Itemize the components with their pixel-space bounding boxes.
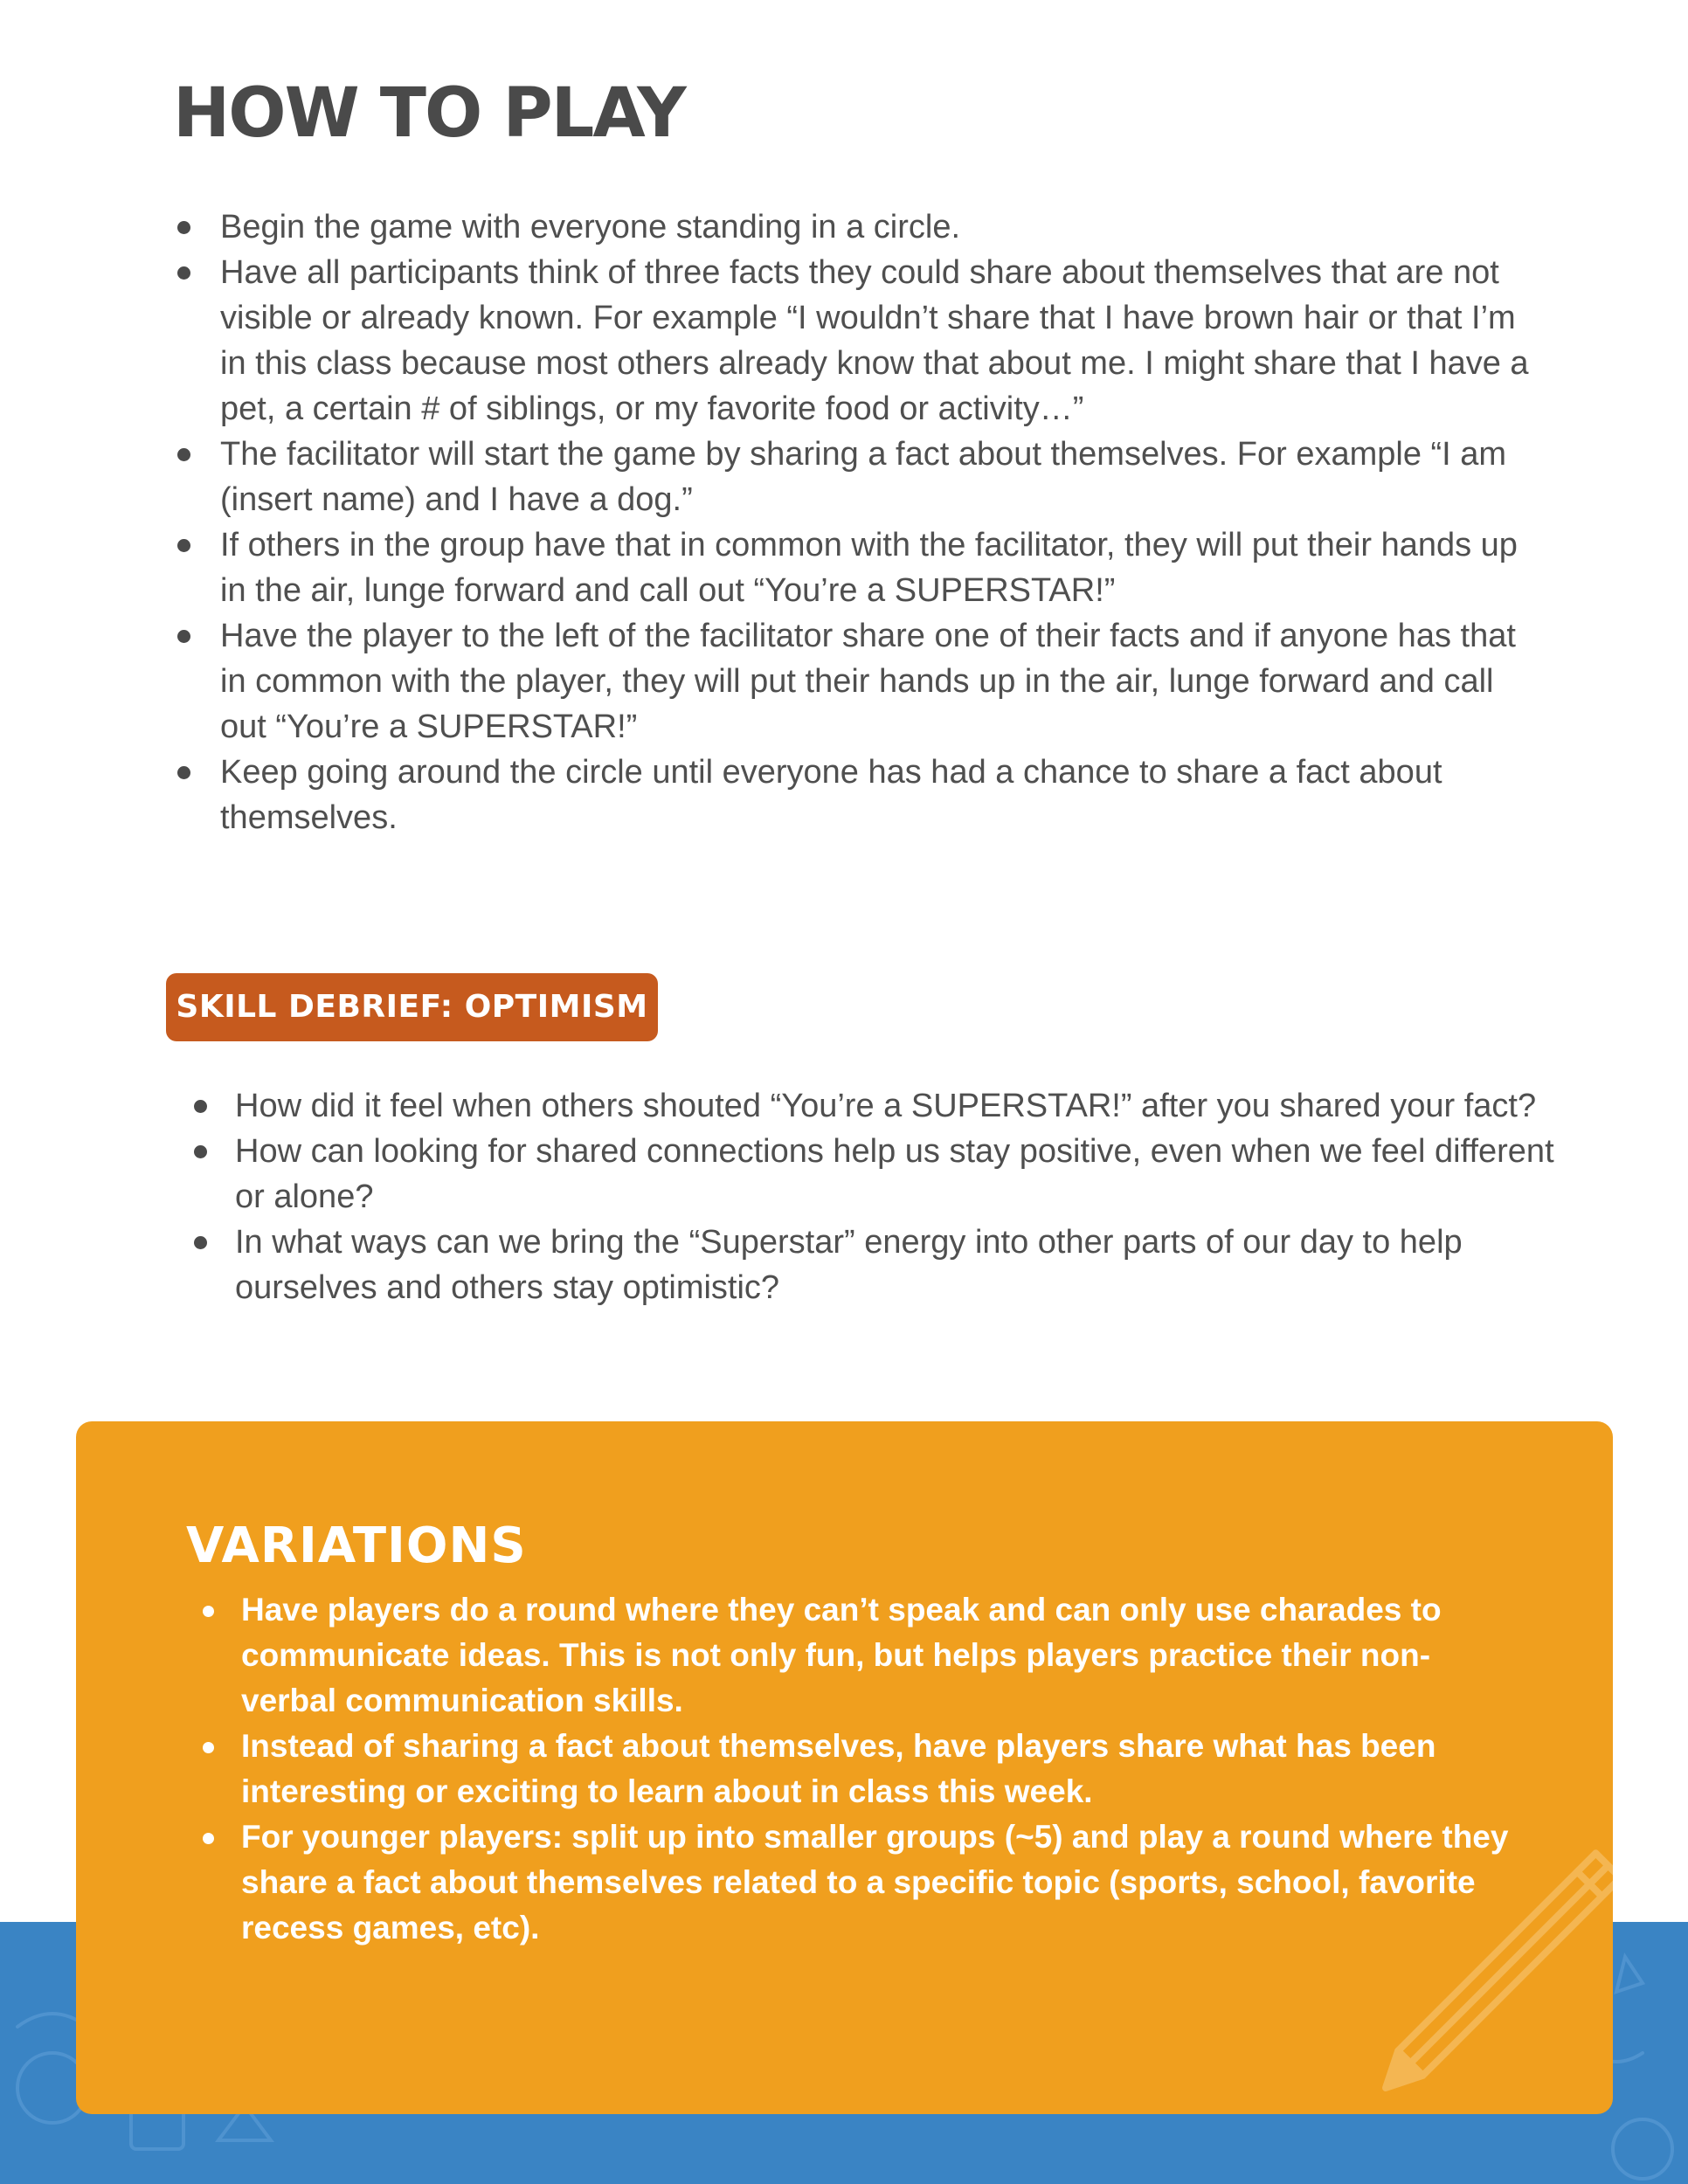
pencil-icon: [1351, 1835, 1613, 2114]
bullet-icon: [177, 539, 190, 552]
skill-debrief-badge: SKILL DEBRIEF: OPTIMISM: [166, 973, 658, 1041]
debrief-questions-list: [194, 1083, 1557, 1310]
variation-text: Instead of sharing a fact about themselves, have players share what has been interesting or exciting to learn about in class this week.: [241, 1728, 1436, 1809]
list-item: [203, 1724, 1513, 1814]
how-to-play-list: [177, 204, 1540, 840]
bullet-icon: [194, 1100, 207, 1113]
bullet-icon: [203, 1742, 214, 1753]
variation-text: For younger players: split up into smaller groups (~5) and play a round where they share a fact about themselves related to a specific topic (sports, school, favorite recess games, etc).: [241, 1819, 1509, 1946]
bullet-icon: [177, 448, 190, 461]
list-item: [177, 750, 1540, 840]
list-item: [203, 1814, 1513, 1951]
step-text: Keep going around the circle until everyone has had a chance to share a fact about themselves.: [220, 754, 1442, 836]
list-item: [177, 432, 1540, 522]
variations-title: VARIATIONS: [186, 1517, 527, 1574]
bullet-icon: [177, 221, 190, 234]
list-item: [177, 250, 1540, 432]
variations-card: [76, 1421, 1613, 2114]
step-text: If others in the group have that in common with the facilitator, they will put their hands up in the air, lunge forward and call out “You’re a SUPERSTAR!”: [220, 527, 1518, 609]
list-item: [177, 522, 1540, 613]
variation-text: Have players do a round where they can’t speak and can only use charades to communicate ideas. This is not only fun, but helps players practice their non-verbal communication skills.: [241, 1592, 1442, 1718]
list-item: [194, 1220, 1557, 1310]
bullet-icon: [177, 266, 190, 280]
step-text: Have all participants think of three facts they could share about themselves that are not visible or already known. For example “I wouldn’t share that I have brown hair or that I’m in this class because most others already know that about me. I might share that I have a pet, a certain # of siblings, or my favorite food or activity…”: [220, 254, 1529, 427]
step-text: Begin the game with everyone standing in a circle.: [220, 209, 961, 245]
bullet-icon: [194, 1145, 207, 1158]
step-text: The facilitator will start the game by sharing a fact about themselves. For example “I am (insert name) and I have a dog.”: [220, 436, 1507, 518]
list-item: [194, 1129, 1557, 1220]
variations-list: [203, 1587, 1513, 1951]
question-text: In what ways can we bring the “Superstar” energy into other parts of our day to help ourselves and others stay optimistic?: [235, 1224, 1463, 1306]
bullet-icon: [203, 1606, 214, 1617]
bullet-icon: [203, 1833, 214, 1844]
list-item: [194, 1083, 1557, 1129]
question-text: How did it feel when others shouted “You’re a SUPERSTAR!” after you shared your fact?: [235, 1088, 1537, 1124]
question-text: How can looking for shared connections help us stay positive, even when we feel different or alone?: [235, 1133, 1554, 1215]
bullet-icon: [177, 766, 190, 779]
bullet-icon: [177, 630, 190, 643]
list-item: [177, 204, 1540, 250]
page-title: HOW TO PLAY: [173, 74, 685, 153]
list-item: [177, 613, 1540, 750]
bullet-icon: [194, 1236, 207, 1249]
step-text: Have the player to the left of the facilitator share one of their facts and if anyone has that in common with the player, they will put their hands up in the air, lunge forward and call out “You’re a SUPERSTAR!”: [220, 618, 1516, 745]
list-item: [203, 1587, 1513, 1724]
